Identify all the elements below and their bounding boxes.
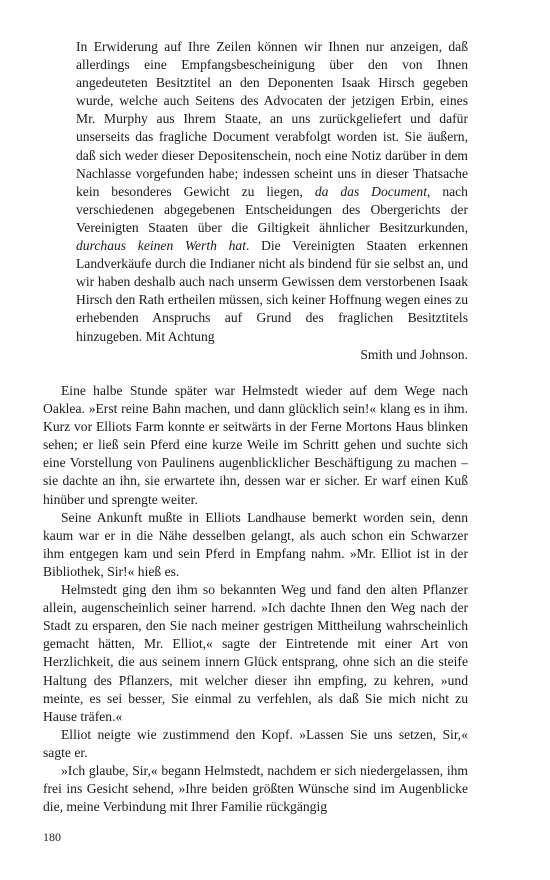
- letter-text: , nach verschiedenen abgegebenen Entscheidungen des Obergerichts der Vereinigten Staaten über die Giltigkeit ähnlicher Besitzurkunden,: [76, 183, 468, 235]
- paragraph: Eine halbe Stunde später war Helmstedt wieder auf dem Wege nach Oaklea. »Erst reine Bahn machen, und dann glücklich sein!« klang es in ihm. Kurz vor Elliots Farm konnte er seitwärts in der Ferne Mortons Haus blinken sehen; er ließ sein Pferd eine kurze Weile im Schritt gehen und suchte sich eine Vorstellung von Paulinens augenblicklicher Beschäftigung zu machen – sie dachte an ihn, sie erwartete ihn, dessen war er sicher. Er warf einen Kuß hinüber und sprengte weiter.: [43, 383, 468, 507]
- quoted-letter: [76, 38, 468, 364]
- paragraph: »Ich glaube, Sir,« begann Helmstedt, nachdem er sich niedergelassen, ihm frei ins Gesicht sehend, »Ihre beiden größten Wünsche sind im Augenblicke die, meine Verbindung mit Ihrer Familie rückgängig: [43, 762, 468, 815]
- letter-emphasis: durchaus keinen Werth hat: [76, 238, 246, 254]
- letter-emphasis: da das Document: [314, 183, 428, 199]
- paragraph: Helmstedt ging den ihm so bekannten Weg und fand den alten Pflanzer allein, augenscheinlich seiner harrend. »Ich dachte Ihnen den Weg nach der Stadt zu ersparen, den Sie nach meiner gestrigen Mittheilung wahrscheinlich gemacht hätten, Mr. Elliot,« sagte der Eintretende mit einer Art von Herzlichkeit, die aus seinem innern Glück entsprang, ohne sich an die steife Haltung des Pflanzers, mit welcher dieser ihn empfing, zu kehren, »und meinte, es sei besser, Sie einmal zu verfehlen, als daß Sie mich nicht zu Hause träfen.«: [43, 582, 468, 724]
- letter-text: In Erwiderung auf Ihre Zeilen können wir Ihnen nur anzeigen, daß allerdings eine Empfangsbescheinigung über den von Ihnen angedeuteten Besitztitel an den Deponenten Isaak Hirsch gegeben wurde, welche auch Seitens des Advocaten der jetzigen Erbin, eines Mr. Murphy aus Ihrem Staate, an uns zurückgeliefert und dafür unserseits das fragliche Document verabfolgt worden ist. Sie äußern, daß sich weder dieser Depositenschein, noch eine Notiz darüber in dem Nachlasse vorgefunden habe; indessen scheint uns in dieser Thatsache kein besonderes Gewicht zu liegen,: [76, 39, 468, 199]
- narrative-text: [43, 382, 468, 816]
- letter-paragraph: [76, 38, 468, 346]
- letter-signature: Smith und Johnson.: [360, 346, 468, 362]
- page-number: 180: [43, 830, 61, 844]
- paragraph: Elliot neigte wie zustimmend den Kopf. »Lassen Sie uns setzen, Sir,« sagte er.: [43, 726, 468, 760]
- letter-text: . Die Vereinigten Staaten erkennen Landverkäufe durch die Indianer nicht als bindend für sie selbst an, und wir haben deshalb auch nach unserm Gewissen dem verstorbenen Isaak Hirsch den Rath ertheilen müssen, sich keiner Hoffnung wegen eines zu erhebenden Anspruchs auf Grund des fraglichen Besitztitels hinzugeben. Mit Achtung: [76, 238, 469, 344]
- paragraph: Seine Ankunft mußte in Elliots Landhause bemerkt worden sein, denn kaum war er in die Nähe desselben gelangt, als auch schon ein Schwarzer ihm entgegen kam und sein Pferd in Empfang nahm. »Mr. Elliot ist in der Bibliothek, Sir!« hieß es.: [43, 509, 468, 579]
